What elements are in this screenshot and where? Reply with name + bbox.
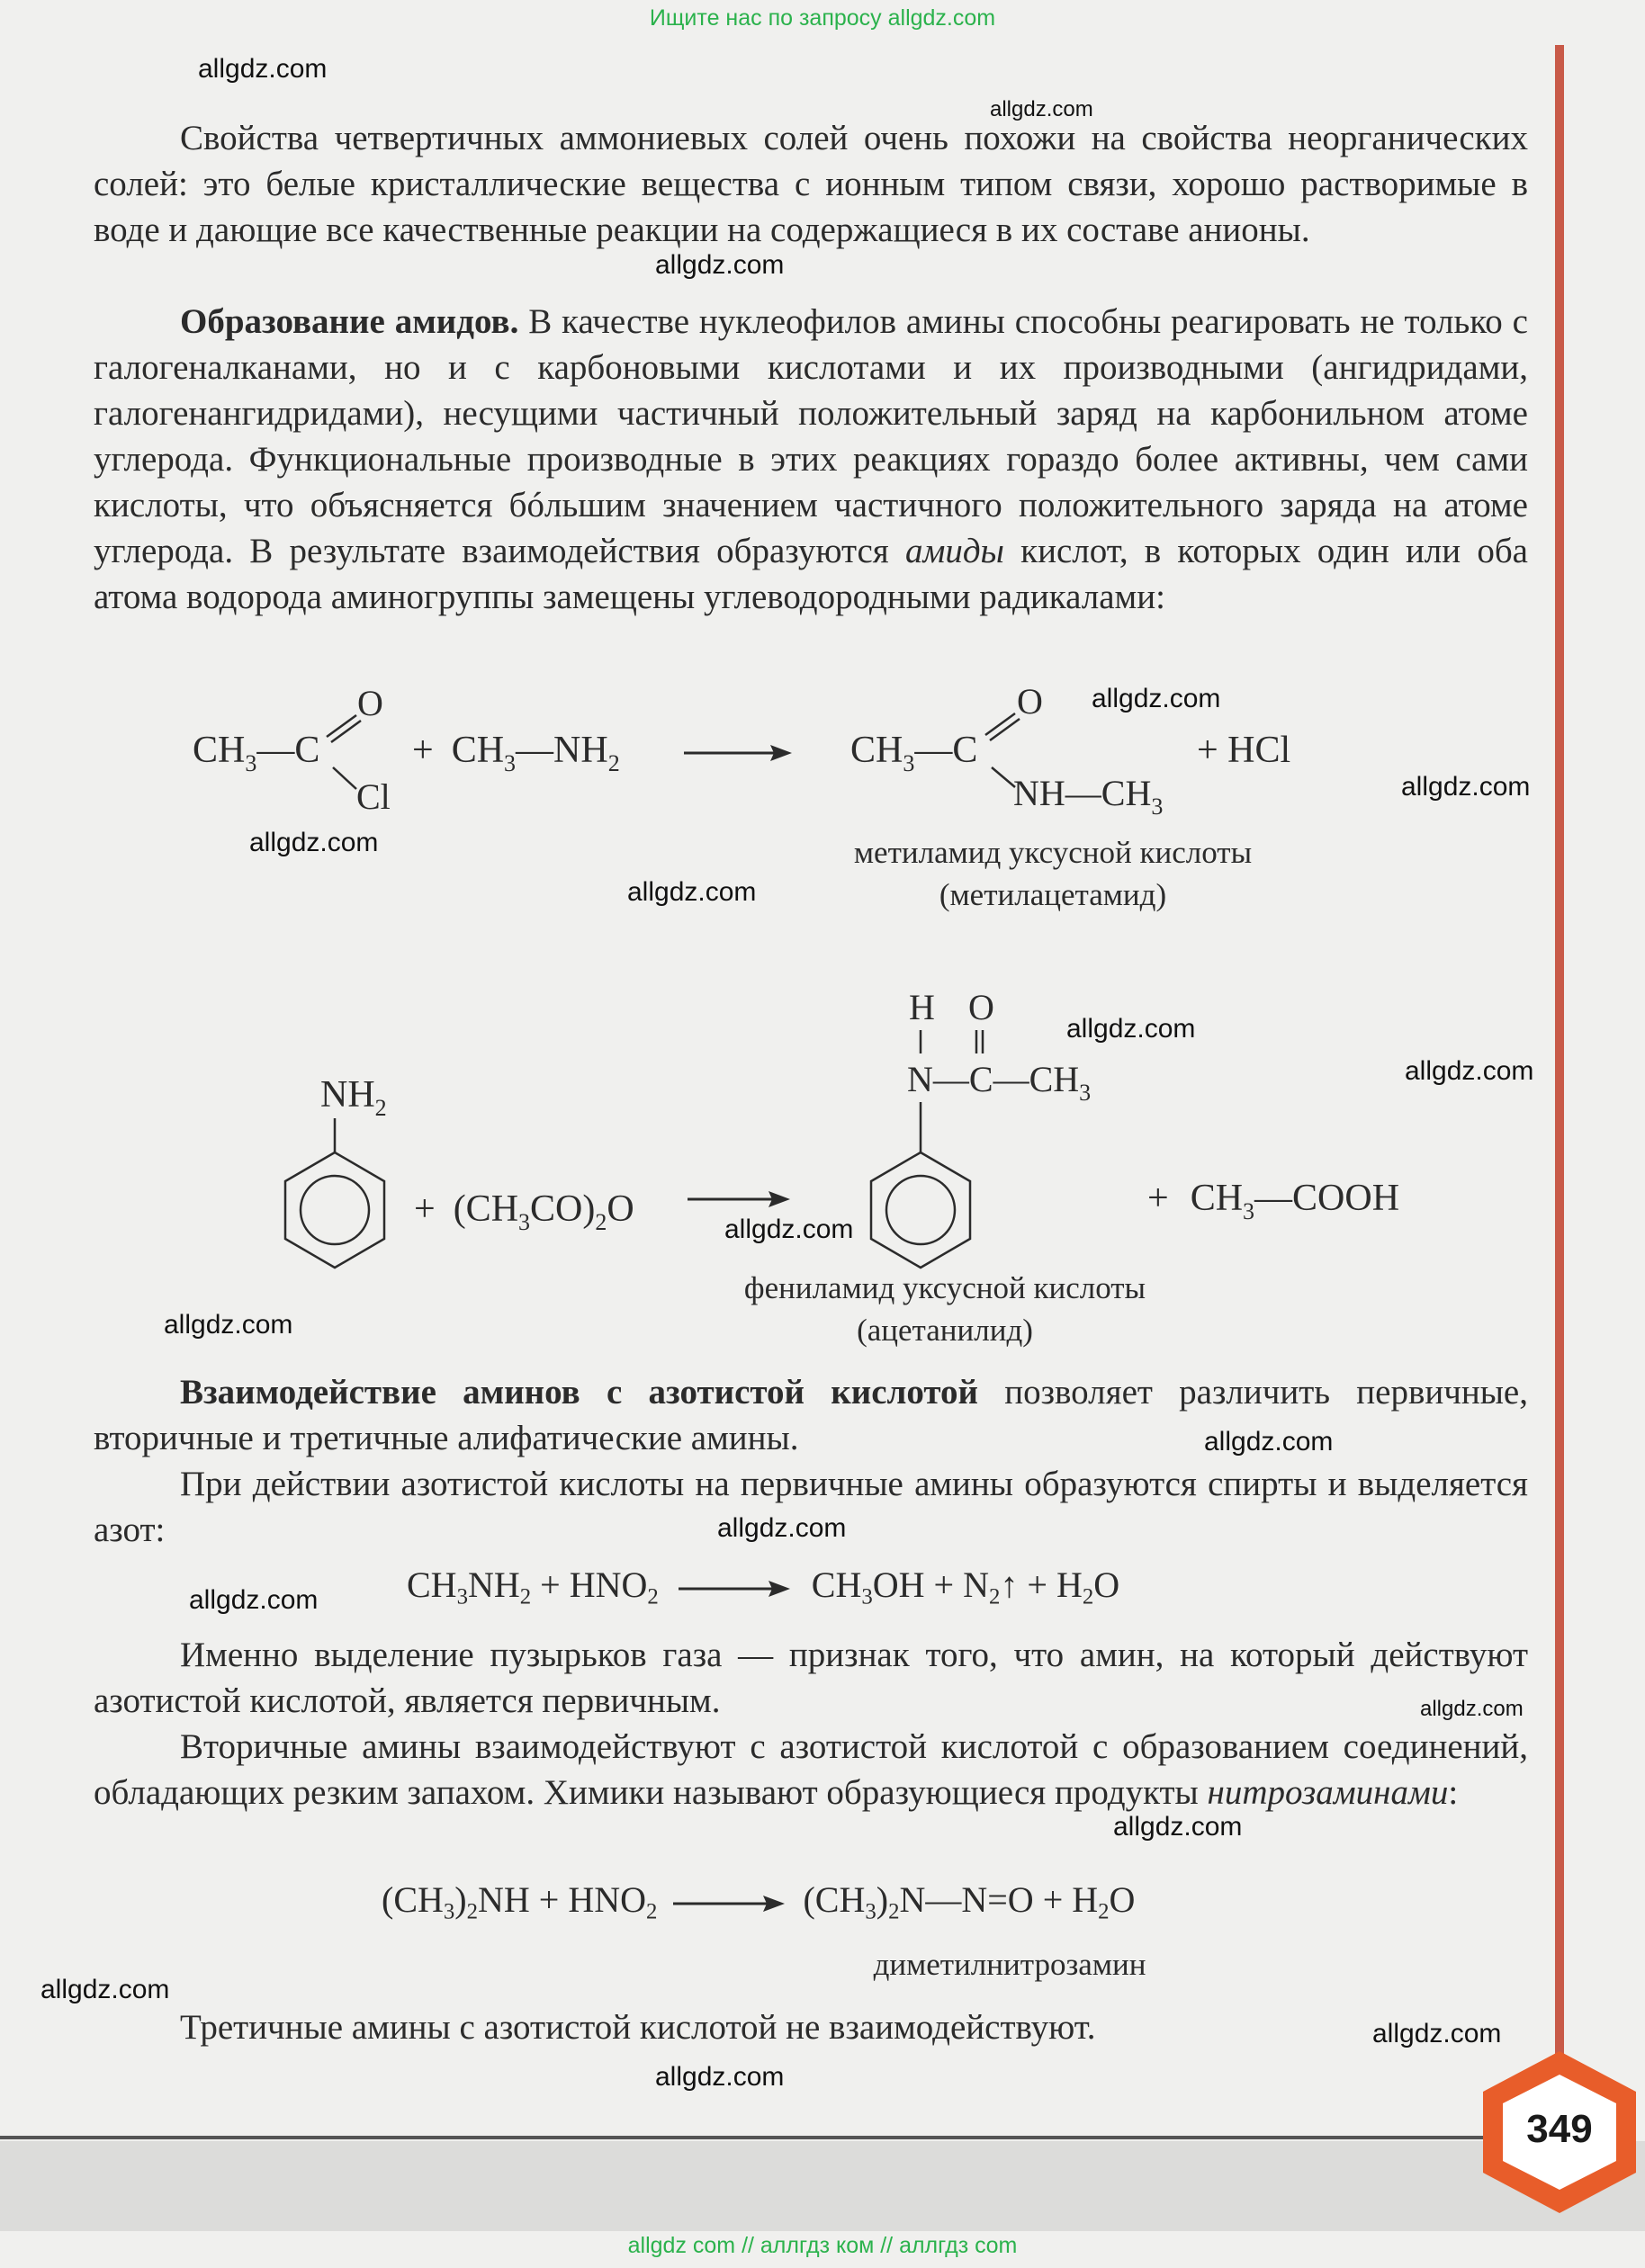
watermark: allgdz.com: [1372, 2019, 1502, 2048]
svg-text:O: O: [357, 688, 383, 723]
watermark: allgdz.com: [655, 250, 785, 280]
watermark: allgdz.com: [1401, 772, 1531, 802]
term-nitrosamines: нитрозаминами: [1207, 1773, 1449, 1812]
top-banner[interactable]: Ищите нас по запросу allgdz.com: [649, 5, 996, 31]
bottom-banner[interactable]: allgdz com // аллгдз ком // аллгдз com: [627, 2233, 1018, 2258]
reaction-arrow: [671, 1893, 788, 1914]
acetic-acid-byproduct: + $CH_3—COOH$: [1147, 1178, 1400, 1224]
reaction-methylamine-nitrous-acid: $CH_3NH_2 + HNO_2$ $CH_3OH$ + $N_2↑ + H_2O$: [407, 1564, 1120, 1609]
paragraph-quaternary-salts: Свойства четвертичных аммониевых солей очень похожи на свойства неорганических солей: это белые кристаллические вещества с ионным типом связи, хорошо растворимые в воде и дающие все качественные реакции на содержащиеся в их составе анионы.: [94, 119, 1528, 249]
reaction-aniline-acetic-anhydride: [261, 985, 1539, 1273]
watermark: allgdz.com: [990, 97, 1093, 121]
paragraph-tertiary-amines: Третичные амины с азотистой кислотой не взаимодействуют.: [180, 2008, 1096, 2047]
watermark: allgdz.com: [655, 2062, 785, 2092]
methylamine-formula: + $CH_3—NH_2$: [412, 730, 620, 776]
watermark: allgdz.com: [1113, 1812, 1243, 1842]
acetanilide-side-chain: $N—C—CH_3$: [907, 1059, 1092, 1106]
watermark: allgdz.com: [198, 54, 328, 84]
hcl-byproduct: + HCl: [1197, 730, 1291, 771]
page-bottom-rule: [0, 2136, 1530, 2139]
term-amides: амиды: [904, 532, 1004, 570]
svg-text:H: H: [909, 987, 935, 1027]
watermark: allgdz.com: [164, 1310, 293, 1340]
caption-methylacetamide-2: (метилацетамид): [939, 877, 1167, 912]
heading-amide-formation: Образование амидов.: [180, 302, 519, 341]
svg-text:O: O: [968, 987, 994, 1027]
paragraph-nitrous-acid-reaction: Взаимодействие аминов с азотистой кислотой позволяет различить первичные, вторичные и третичные алифатические амины.: [94, 1373, 1528, 1457]
reaction-acetyl-chloride-methylamine: [180, 688, 1548, 823]
reaction-dimethylamine-nitrous-acid: $(CH_3)_2NH + HNO_2$ $(CH_3)_2N—N=O + H_2O$: [382, 1879, 1136, 1924]
svg-text:NH—CH3: $NH—CH_3$: [1013, 773, 1164, 820]
caption-methylacetamide-1: метиламид уксусной кислоты: [853, 835, 1253, 870]
caption-dimethylnitrosamine: диметилнитрозамин: [873, 1947, 1146, 1982]
svg-text:O: O: [1017, 688, 1043, 722]
page-number-badge: [1483, 2051, 1636, 2213]
heading-nitrous-acid: Взаимодействие аминов с азотистой кислотой: [180, 1373, 979, 1412]
caption-acetanilide-2: (ацетанилид): [857, 1313, 1033, 1348]
watermark: allgdz.com: [249, 828, 379, 857]
acetyl-chloride-formula: $CH_3—C$: [193, 730, 320, 776]
svg-text:Cl: Cl: [356, 776, 391, 817]
paragraph-gas-bubbles: Именно выделение пузырьков газа — признак того, что амин, на который действуют азотистой кислотой, является первичным.: [94, 1636, 1528, 1720]
paragraph-secondary-amines: Вторичные амины взаимодействуют с азотистой кислотой с образованием соединений, обладающих резким запахом. Химики называют образующиеся продукты нитрозаминами:: [94, 1727, 1528, 1812]
acetic-anhydride-formula: + $(CH_3CO)_2O$: [414, 1188, 634, 1235]
watermark: allgdz.com: [717, 1513, 847, 1543]
watermark: allgdz.com: [1066, 1014, 1196, 1044]
page-edge-red-line: [1555, 45, 1564, 2114]
watermark: allgdz.com: [1405, 1056, 1534, 1086]
watermark: allgdz.com: [40, 1975, 170, 2004]
watermark: allgdz.com: [1204, 1427, 1334, 1457]
watermark: allgdz.com: [627, 877, 757, 907]
reaction-arrow: [677, 1578, 794, 1600]
watermark: allgdz.com: [1092, 684, 1221, 713]
watermark: allgdz.com: [189, 1585, 319, 1615]
watermark: allgdz.com: [1420, 1697, 1524, 1721]
paragraph-amide-formation: Образование амидов. В качестве нуклеофилов амины способны реагировать не только с галогеналканами, но и с карбоновыми кислотами и их производными (ангидридами, галогенангидридами), несущими частичный положительный заряд на карбонильном атоме углерода. Функциональные производные в этих реакциях гораздо более активны, чем сами кислоты, что объясняется бóльшим значением частичного положительного заряда на атоме углерода. В результате взаимодействия образуются амиды кислот, в которых один или оба атома водорода аминогруппы замещены углеводородными радикалами:: [94, 302, 1528, 616]
paragraph-primary-amines: При действии азотистой кислоты на первичные амины образуются спирты и выделяется азот:: [94, 1465, 1528, 1549]
methylacetamide-formula: $CH_3—C$: [850, 730, 978, 776]
aniline-nh2: $NH_2$: [320, 1074, 387, 1121]
page-number: 349: [1526, 2107, 1593, 2151]
page-bottom-band: [0, 2141, 1645, 2231]
watermark: allgdz.com: [724, 1215, 854, 1244]
caption-acetanilide-1: фениламид уксусной кислоты: [743, 1270, 1146, 1305]
